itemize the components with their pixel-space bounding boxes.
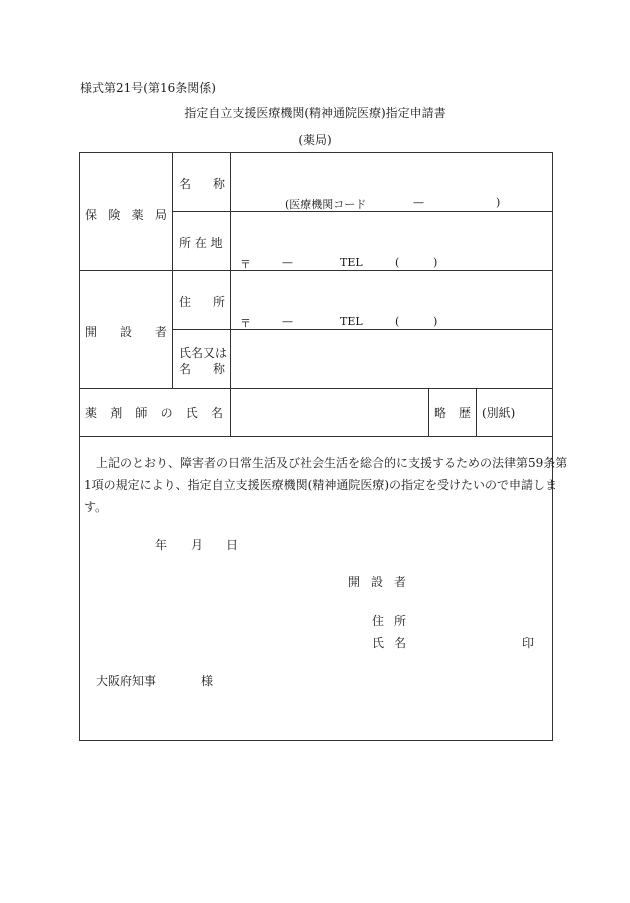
form-title: 指定自立支援医療機関(精神通院医療)指定申請書 [184,106,446,120]
founder-postal-dash: — [282,315,293,328]
medical-code-label: (医療機関コード [285,198,367,211]
seal-mark: 印 [522,636,535,650]
pharmacy-name-label: 名 称 [179,177,225,191]
founder-postal-mark: 〒 [240,317,251,330]
founder-label: 開 設 者 [85,325,167,339]
statement-line-2: 1項の規定により、指定自立支援医療機関(精神通院医療)の指定を受けたいので申請しま [84,478,558,492]
pharmacy-label: 保 険 薬 局 [85,208,167,222]
addressee-name: 大阪府知事 [96,674,157,688]
founder-tel-label: TEL [340,315,363,328]
founder-address-label: 住 所 [179,295,225,309]
form-number: 様式第21号(第16条関係) [80,81,216,95]
addressee-honorific: 様 [201,674,214,688]
signature-founder: 開 設 者 [348,575,406,589]
signature-name: 氏 名 [372,636,406,650]
founder-name-label: 氏名又は [179,346,228,360]
date-day: 日 [226,538,239,552]
signature-address: 住 所 [372,614,406,628]
pharmacy-address-label: 所 在 地 [179,236,223,250]
pharmacist-name-label: 薬 剤 師 の 氏 名 [85,406,223,420]
tel-close: ) [433,256,438,269]
medical-code-close: ) [496,196,501,209]
statement-line-1: 上記のとおり、障害者の日常生活及び社会生活を総合的に支援するための法律第59条第 [96,456,568,470]
founder-name-label-2: 名 称 [179,362,225,376]
history-label: 略 歴 [434,406,471,420]
date-month: 月 [191,538,204,552]
tel-open: ( [395,256,400,269]
founder-tel-open: ( [395,315,400,328]
founder-tel-close: ) [433,315,438,328]
tel-label: TEL [340,256,363,269]
statement-line-3: す。 [84,500,108,514]
form-subtitle: (薬局) [298,133,332,147]
date-year: 年 [155,538,168,552]
postal-mark: 〒 [240,258,251,271]
postal-dash: — [282,256,293,269]
history-value: (別紙) [482,406,516,420]
medical-code-dash: — [413,196,424,209]
